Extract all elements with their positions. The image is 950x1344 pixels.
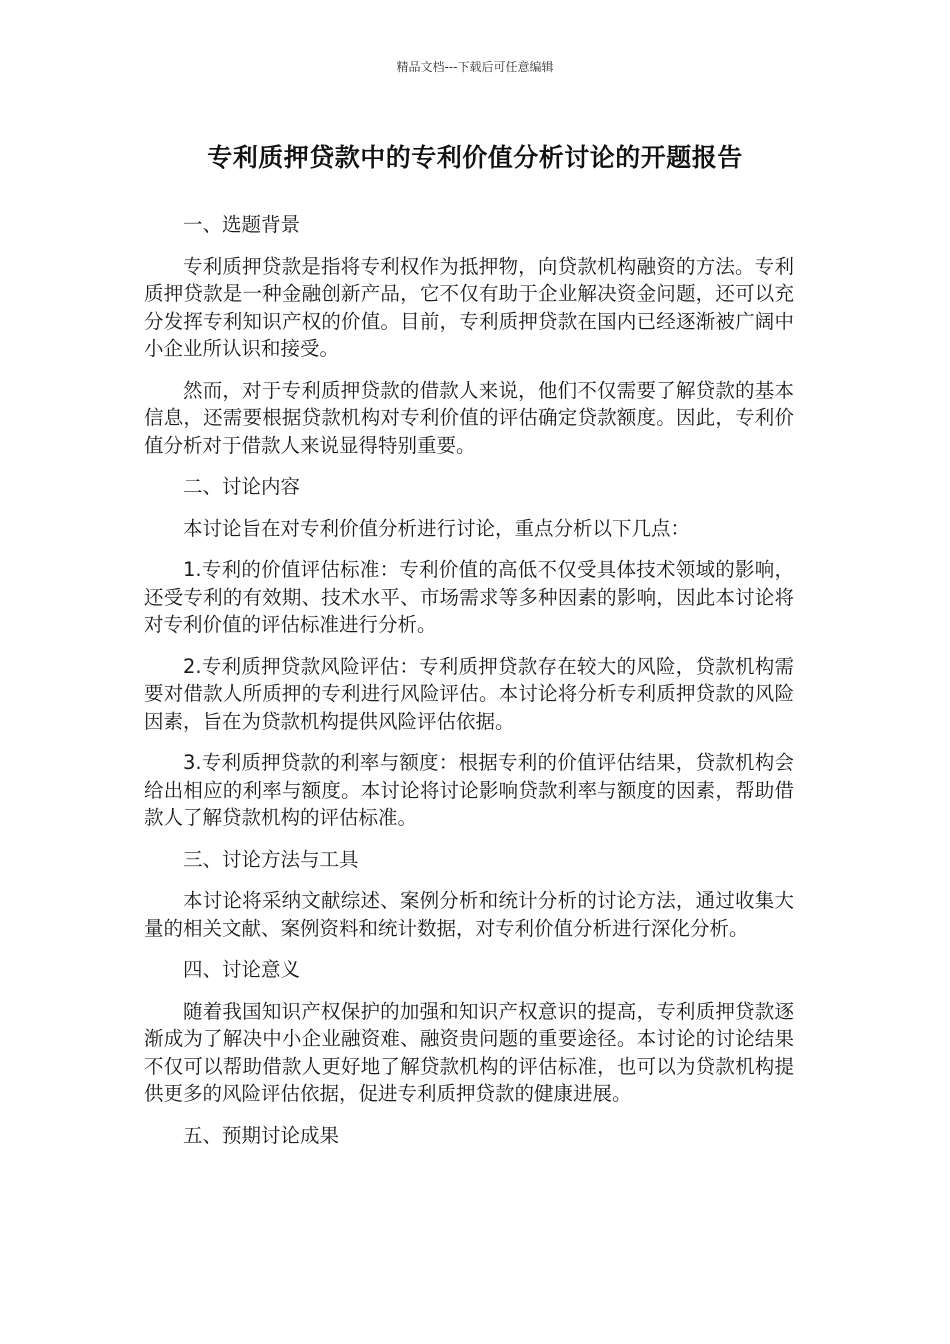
section-heading-1: 一、选题背景	[183, 213, 301, 236]
section-heading-3: 三、讨论方法与工具	[183, 847, 359, 871]
paragraph-content-intro: 本讨论旨在对专利价值分析进行讨论，重点分析以下几点：	[183, 516, 691, 540]
paragraph-background-1: 专利质押贷款是指将专利权作为抵押物，向贷款机构融资的方法。专利质押贷款是一种金融创新产品，它不仅有助于企业解决资金问题，还可以充分发挥专利知识产权的价值。目前，专利质押贷款在国内已经逐渐被广阔中小企业所认识和接受。	[144, 254, 794, 360]
section-heading-4: 四、讨论意义	[183, 958, 301, 981]
paragraph-content-point-1: 1.专利的价值评估标准：专利价值的高低不仅受具体技术领域的影响，还受专利的有效期、技术水平、市场需求等多种因素的影响，因此本讨论将对专利价值的评估标准进行分析。	[144, 558, 794, 636]
paragraph-content-point-3: 3.专利质押贷款的利率与额度：根据专利的价值评估结果，贷款机构会给出相应的利率与额度。本讨论将讨论影响贷款利率与额度的因素，帮助借款人了解贷款机构的评估标准。	[144, 751, 794, 829]
document-body	[144, 211, 794, 1163]
section-heading-2: 二、讨论内容	[183, 475, 301, 498]
section-heading-5: 五、预期讨论成果	[183, 1123, 340, 1147]
paragraph-content-point-2: 2.专利质押贷款风险评估：专利质押贷款存在较大的风险，贷款机构需要对借款人所质押的专利进行风险评估。本讨论将分析专利质押贷款的风险因素，旨在为贷款机构提供风险评估依据。	[144, 654, 794, 733]
document-title: 专利质押贷款中的专利价值分析讨论的开题报告	[207, 143, 743, 172]
paragraph-methods: 本讨论将采纳文献综述、案例分析和统计分析的讨论方法，通过收集大量的相关文献、案例资料和统计数据，对专利价值分析进行深化分析。	[144, 889, 794, 940]
paragraph-background-2: 然而，对于专利质押贷款的借款人来说，他们不仅需要了解贷款的基本信息，还需要根据贷款机构对专利价值的评估确定贷款额度。因此，专利价值分析对于借款人来说显得特别重要。	[144, 378, 794, 457]
paragraph-significance: 随着我国知识产权保护的加强和知识产权意识的提高，专利质押贷款逐渐成为了解决中小企业融资难、融资贵问题的重要途径。本讨论的讨论结果不仅可以帮助借款人更好地了解贷款机构的评估标准，也可以为贷款机构提供更多的风险评估依据，促进专利质押贷款的健康进展。	[144, 999, 794, 1105]
page-header: 精品文档---下载后可任意编辑	[396, 60, 554, 74]
